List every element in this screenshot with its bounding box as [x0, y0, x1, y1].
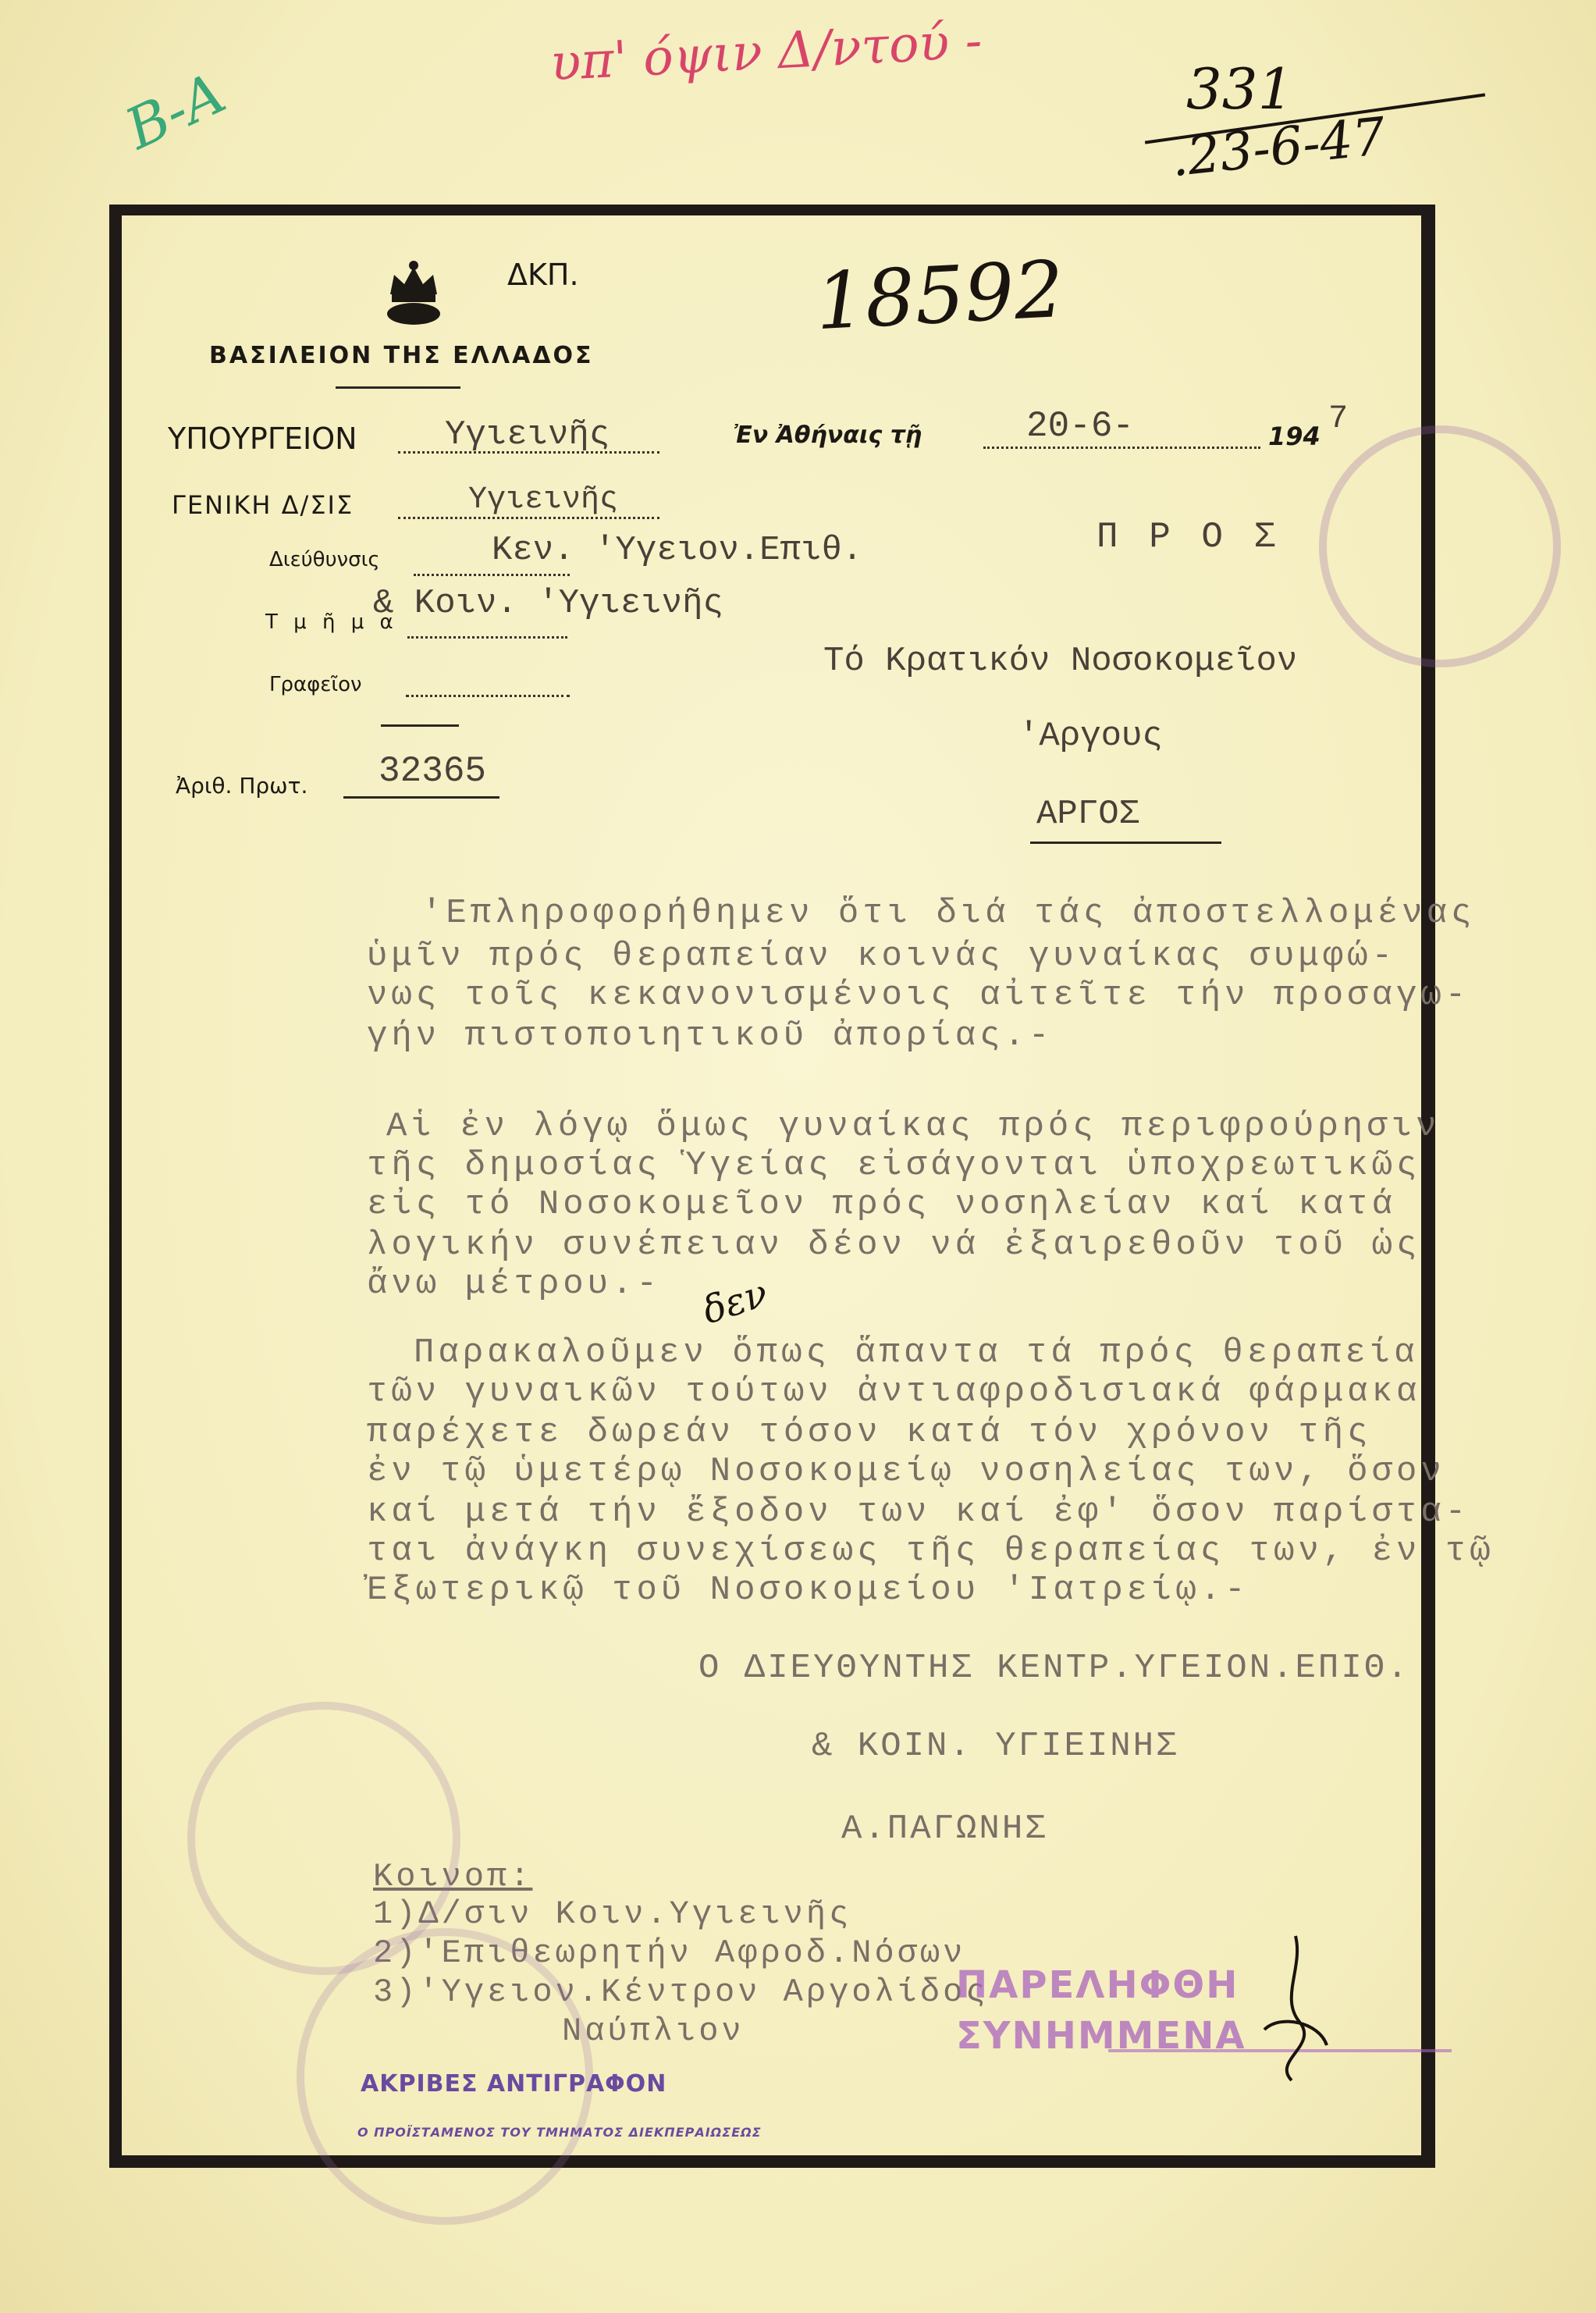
crown-emblem-icon — [375, 251, 453, 329]
section-line — [407, 636, 567, 639]
body-line: Ἐξωτερικῷ τοῦ Νοσοκομείου 'Ιατρείῳ.- — [367, 1571, 1249, 1610]
body-line: γήν πιστοποιητικοῦ ἀπορίας.- — [367, 1016, 1054, 1055]
body-line: καί μετά τήν ἔξοδον των καί ἐφ' ὅσον παρίστα- — [367, 1493, 1470, 1532]
date-line — [983, 447, 1260, 449]
gen-div-label: ΓΕΝΙΚΗ Δ/ΣΙΣ — [172, 490, 354, 520]
signature-title: Ο ΔΙΕΥΘΥΝΤΗΣ ΚΕΝΤΡ.ΥΓΕΙΟΝ.ΕΠΙΘ. — [698, 1649, 1410, 1688]
office-abbrev: ΔΚΠ. — [507, 258, 579, 292]
body-line: ἐν τῷ ὑμετέρῳ Νοσοκομείῳ νοσηλείας των, ὅσον — [367, 1452, 1445, 1491]
body-line: ἄνω μέτρου.- — [367, 1265, 661, 1304]
recipient-pros: Π Ρ Ο Σ — [1097, 517, 1281, 557]
gen-div-line — [398, 517, 659, 519]
body-line: Παρακαλοῦμεν ὅπως ἅπαντα τά πρός θεραπεία — [414, 1333, 1419, 1372]
section-value: & Κοιν. 'Υγιεινῆς — [373, 584, 723, 623]
green-mark: Β-Α — [116, 59, 235, 162]
ministry-value: Υγιεινῆς — [445, 415, 610, 454]
date-value: 20-6- — [1026, 406, 1135, 447]
protocol-rule — [343, 796, 499, 799]
handwritten-date: .23-6-47 — [1168, 105, 1388, 189]
kingdom-title: ΒΑΣΙΛΕΙΟΝ ΤΗΣ ΕΛΛΑΔΟΣ — [209, 342, 594, 369]
body-line: Αἱ ἐν λόγῳ ὅμως γυναίκας πρός περιφρούρησιν — [386, 1107, 1441, 1146]
directorate-value: Κεν. 'Υγειον.Επιθ. — [492, 531, 863, 570]
recipient-city: ΑΡΓΟΣ — [1036, 795, 1140, 834]
ministry-label: ΥΠΟΥΡΓΕΙΟΝ — [168, 422, 357, 456]
certified-copy-stamp: ΑΚΡΙΒΕΣ ΑΝΤΙΓΡΑΦΟΝ — [361, 2070, 667, 2098]
body-line: 'Επληροφορήθημεν ὅτι διά τάς ἀποστελλομένας — [421, 894, 1476, 933]
circular-stamp-top-right — [1319, 425, 1561, 667]
body-line: νως τοῖς κεκανονισμένοις αἰτεῖτε τήν προσαγω- — [367, 976, 1470, 1015]
signature-name: Α.ΠΑΓΩΝΗΣ — [841, 1809, 1048, 1849]
body-line: λογικήν συνέπειαν δέον νά ἐξαιρεθοῦν τοῦ ὡς — [367, 1226, 1421, 1265]
body-line: εἰς τό Νοσοκομεῖον πρός νοσηλείαν καί κατά — [367, 1185, 1396, 1224]
protocol-value: 32365 — [379, 751, 487, 792]
certified-copy-substamp: Ο ΠΡΟΪΣΤΑΜΕΝΟΣ ΤΟΥ ΤΜΗΜΑΤΟΣ ΔΙΕΚΠΕΡΑΙΩΣΕΩΣ — [357, 2125, 762, 2140]
body-line: τῆς δημοσίας Ὑγείας εἰσάγονται ὑποχρεωτικῶς — [367, 1146, 1421, 1185]
signature-scribble — [1249, 1928, 1342, 2084]
recipient-line1: Τό Κρατικόν Νοσοκομεῖον — [823, 642, 1298, 681]
year-prefix: 194 — [1268, 422, 1321, 451]
office-label: Γραφεῖον — [269, 673, 362, 696]
protocol-label: Ἀριθ. Πρωτ. — [176, 773, 308, 799]
copies-heading: Κοινοπ: — [373, 1858, 533, 1895]
office-line — [406, 695, 570, 697]
gen-div-value: Υγιεινῆς — [468, 482, 619, 518]
body-line: ὑμῖν πρός θεραπείαν κοινάς γυναίκας συμφώ- — [367, 937, 1396, 976]
header-rule — [336, 386, 460, 389]
ministry-line — [398, 451, 659, 454]
place-label: Ἐν Ἀθήναις τῇ — [734, 422, 922, 449]
copies-item: 1)Δ/σιν Κοιν.Υγιεινῆς — [373, 1895, 852, 1933]
recipient-line2: 'Αργους — [1018, 717, 1163, 756]
body-line: ται ἀνάγκη συνεχίσεως τῆς θεραπείας των, ἐν τῷ — [367, 1532, 1495, 1571]
handwritten-insert: δεν — [697, 1271, 773, 1333]
directorate-label: Διεύθυνσις — [269, 548, 380, 571]
year-suffix: 7 — [1328, 400, 1349, 437]
directorate-line — [414, 574, 570, 576]
section-label: Τ μ ῆ μ α — [265, 610, 398, 634]
received-stamp-line1: ΠΑΡΕΛΗΦΘΗ — [956, 1963, 1239, 2007]
handwritten-protocol-number: 18592 — [813, 243, 1066, 348]
red-pencil-note: υπ' όψιν Δ/ντού - — [549, 12, 984, 93]
copies-item-continuation: Ναύπλιον — [562, 2012, 745, 2050]
body-line: τῶν γυναικῶν τούτων ἀντιαφροδισιακά φάρμακα — [367, 1372, 1421, 1411]
city-rule — [1030, 842, 1221, 844]
handwritten-registry-number: 331 — [1186, 56, 1294, 122]
office-rule — [381, 724, 459, 727]
copies-item: 3)'Υγειον.Κέντρον Αργολίδος — [373, 1973, 989, 2011]
received-stamp-line2: ΣΥΝΗΜΜΕΝΑ — [956, 2014, 1246, 2058]
body-line: παρέχετε δωρεάν τόσον κατά τόν χρόνον τῆς — [367, 1413, 1372, 1452]
copies-item: 2)'Επιθεωρητήν Αφροδ.Νόσων — [373, 1934, 966, 1972]
signature-title-2: & ΚΟΙΝ. ΥΓΙΕΙΝΗΣ — [812, 1727, 1179, 1766]
